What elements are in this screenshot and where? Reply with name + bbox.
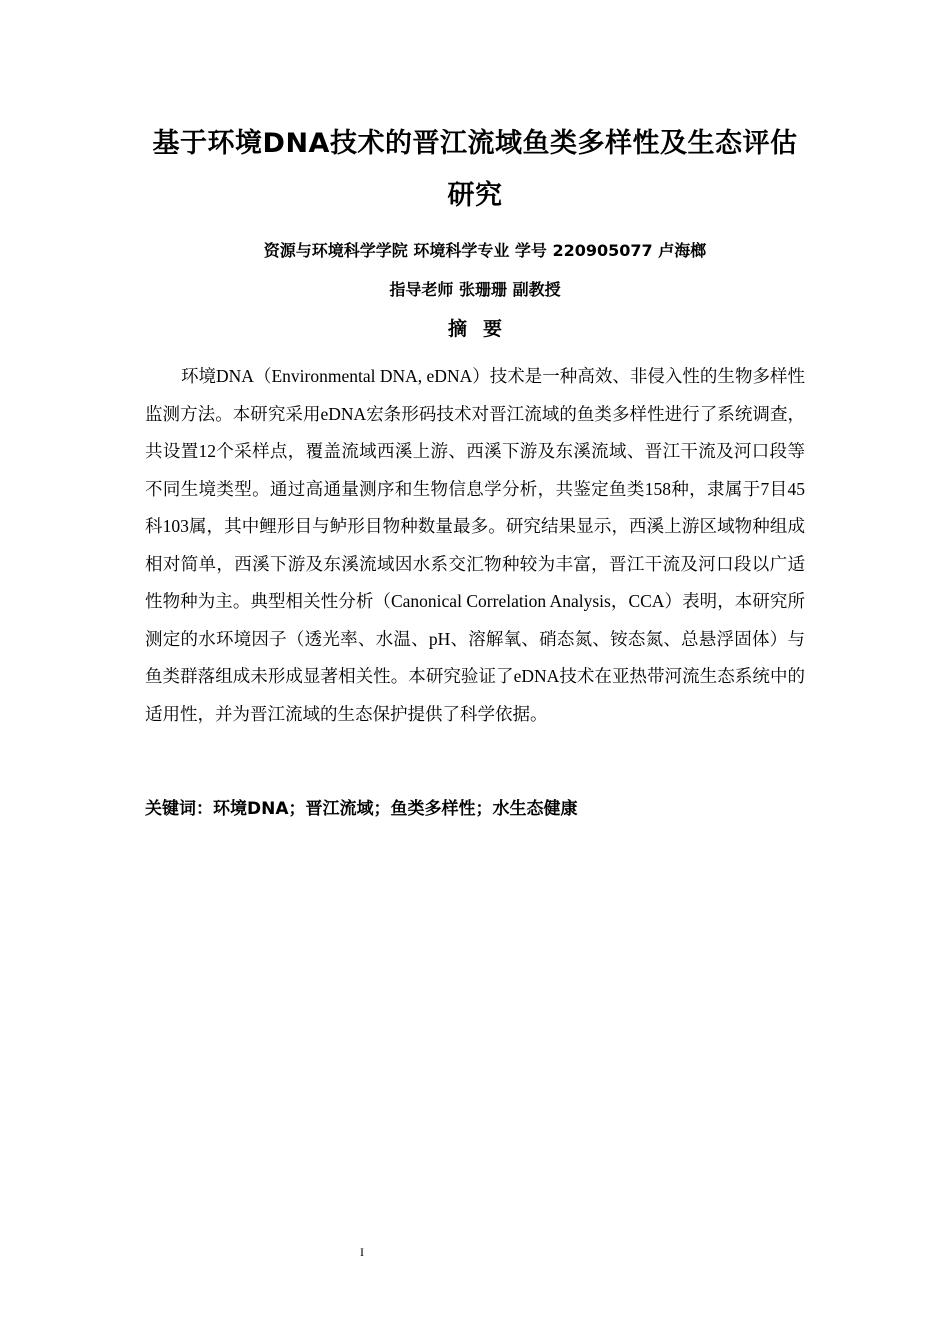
page-number: I — [360, 1245, 364, 1259]
abstract-heading: 摘要 — [447, 318, 518, 340]
abstract-paragraph: 环境DNA（Environmental DNA, eDNA）技术是一种高效、非侵入性的生物多样性监测方法。本研究采用eDNA宏条形码技术对晋江流域的鱼类多样性进行了系统调查，共设置12个采样点，覆盖流域西溪上游、西溪下游及东溪流域、晋江干流及河口段等不同生境类型。通过高通量测序和生物信息学分析，共鉴定鱼类158种，隶属于7目45科103属，其中鲤形目与鲈形目物种数量最多。研究结果显示，西溪上游区域物种组成相对简单，西溪下游及东溪流域因水系交汇物种较为丰富，晋江干流及河口段以广适性物种为主。典型相关性分析（Canonical Correlation Analysis，CCA）表明，本研究所测定的水环境因子（透光率、水温、pH、溶解氧、硝态氮、铵态氮、总悬浮固体）与鱼类群落组成未形成显著相关性。本研究验证了eDNA技术在亚热带河流生态系统中的适用性，并为晋江流域的生态保护提供了科学依据。 — [145, 366, 805, 724]
advisor-info: 指导老师 张珊珊 副教授 — [389, 280, 561, 299]
document-title: 基于环境DNA技术的晋江流域鱼类多样性及生态评估研究 — [152, 128, 798, 211]
keywords-line: 关键词：环境DNA；晋江流域；鱼类多样性；水生态健康 — [145, 799, 578, 819]
author-info: 资源与环境科学学院 环境科学专业 学号 220905077 卢海榔 — [263, 241, 707, 260]
